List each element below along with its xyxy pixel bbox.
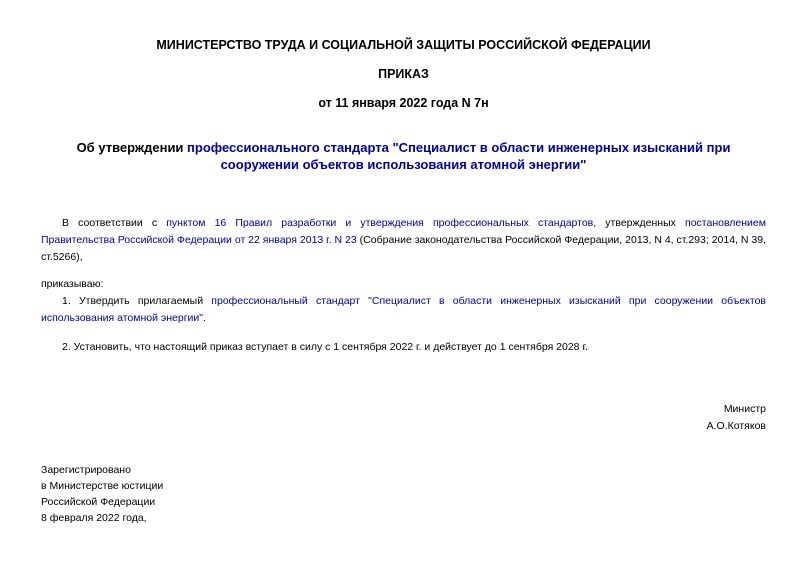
document-page (41, 0, 766, 571)
order-item-1 (41, 293, 766, 327)
registration-line-1: Зарегистрировано (41, 464, 131, 476)
basis-paragraph (41, 215, 766, 266)
resolution-link[interactable]: постановлением Правительства Российской Федерации от 22 января 2013 г. N 23 (41, 217, 766, 246)
signatory-name: А.О.Котяков (706, 420, 766, 432)
registration-line-2: в Министерстве юстиции (41, 480, 164, 492)
orders-word: приказываю: (41, 278, 104, 290)
order-item-2: 2. Установить, что настоящий приказ вступает в силу с 1 сентября 2022 г. и действует до 1 сентября 2028 г. (62, 341, 588, 353)
basis-text-1: В соответствии с (62, 217, 167, 229)
registration-line-4: 8 февраля 2022 года, (41, 512, 147, 524)
signatory-position: Министр (723, 403, 766, 415)
item-1-text-2: . (203, 312, 206, 324)
item-1-text-1: 1. Утвердить прилагаемый (62, 295, 212, 307)
basis-text-3: (Собрание законодательства Российской Федерации, 2013, N 4, ст.293; 2014, N 39, ст.5266), (41, 234, 766, 263)
document-title (41, 139, 766, 173)
registration-line-3: Российской Федерации (41, 496, 156, 508)
basis-text-2: , утвержденных (593, 217, 686, 229)
standard-link[interactable]: профессиональный стандарт "Специалист в области инженерных изысканий при сооружении объектов использования атомной энергии" (41, 295, 766, 324)
title-standard-link[interactable]: профессионального стандарта "Специалист в области инженерных изысканий при сооружении объектов использования атомной энергии" (187, 140, 731, 172)
document-date-number: от 11 января 2022 года N 7н (318, 96, 489, 110)
rules-link[interactable]: пунктом 16 Правил разработки и утверждения профессиональных стандартов (166, 217, 594, 229)
document-type-heading: ПРИКАЗ (378, 67, 429, 81)
ministry-heading: МИНИСТЕРСТВО ТРУДА И СОЦИАЛЬНОЙ ЗАЩИТЫ РОССИЙСКОЙ ФЕДЕРАЦИИ (156, 38, 651, 52)
title-prefix: Об утверждении (76, 140, 188, 155)
